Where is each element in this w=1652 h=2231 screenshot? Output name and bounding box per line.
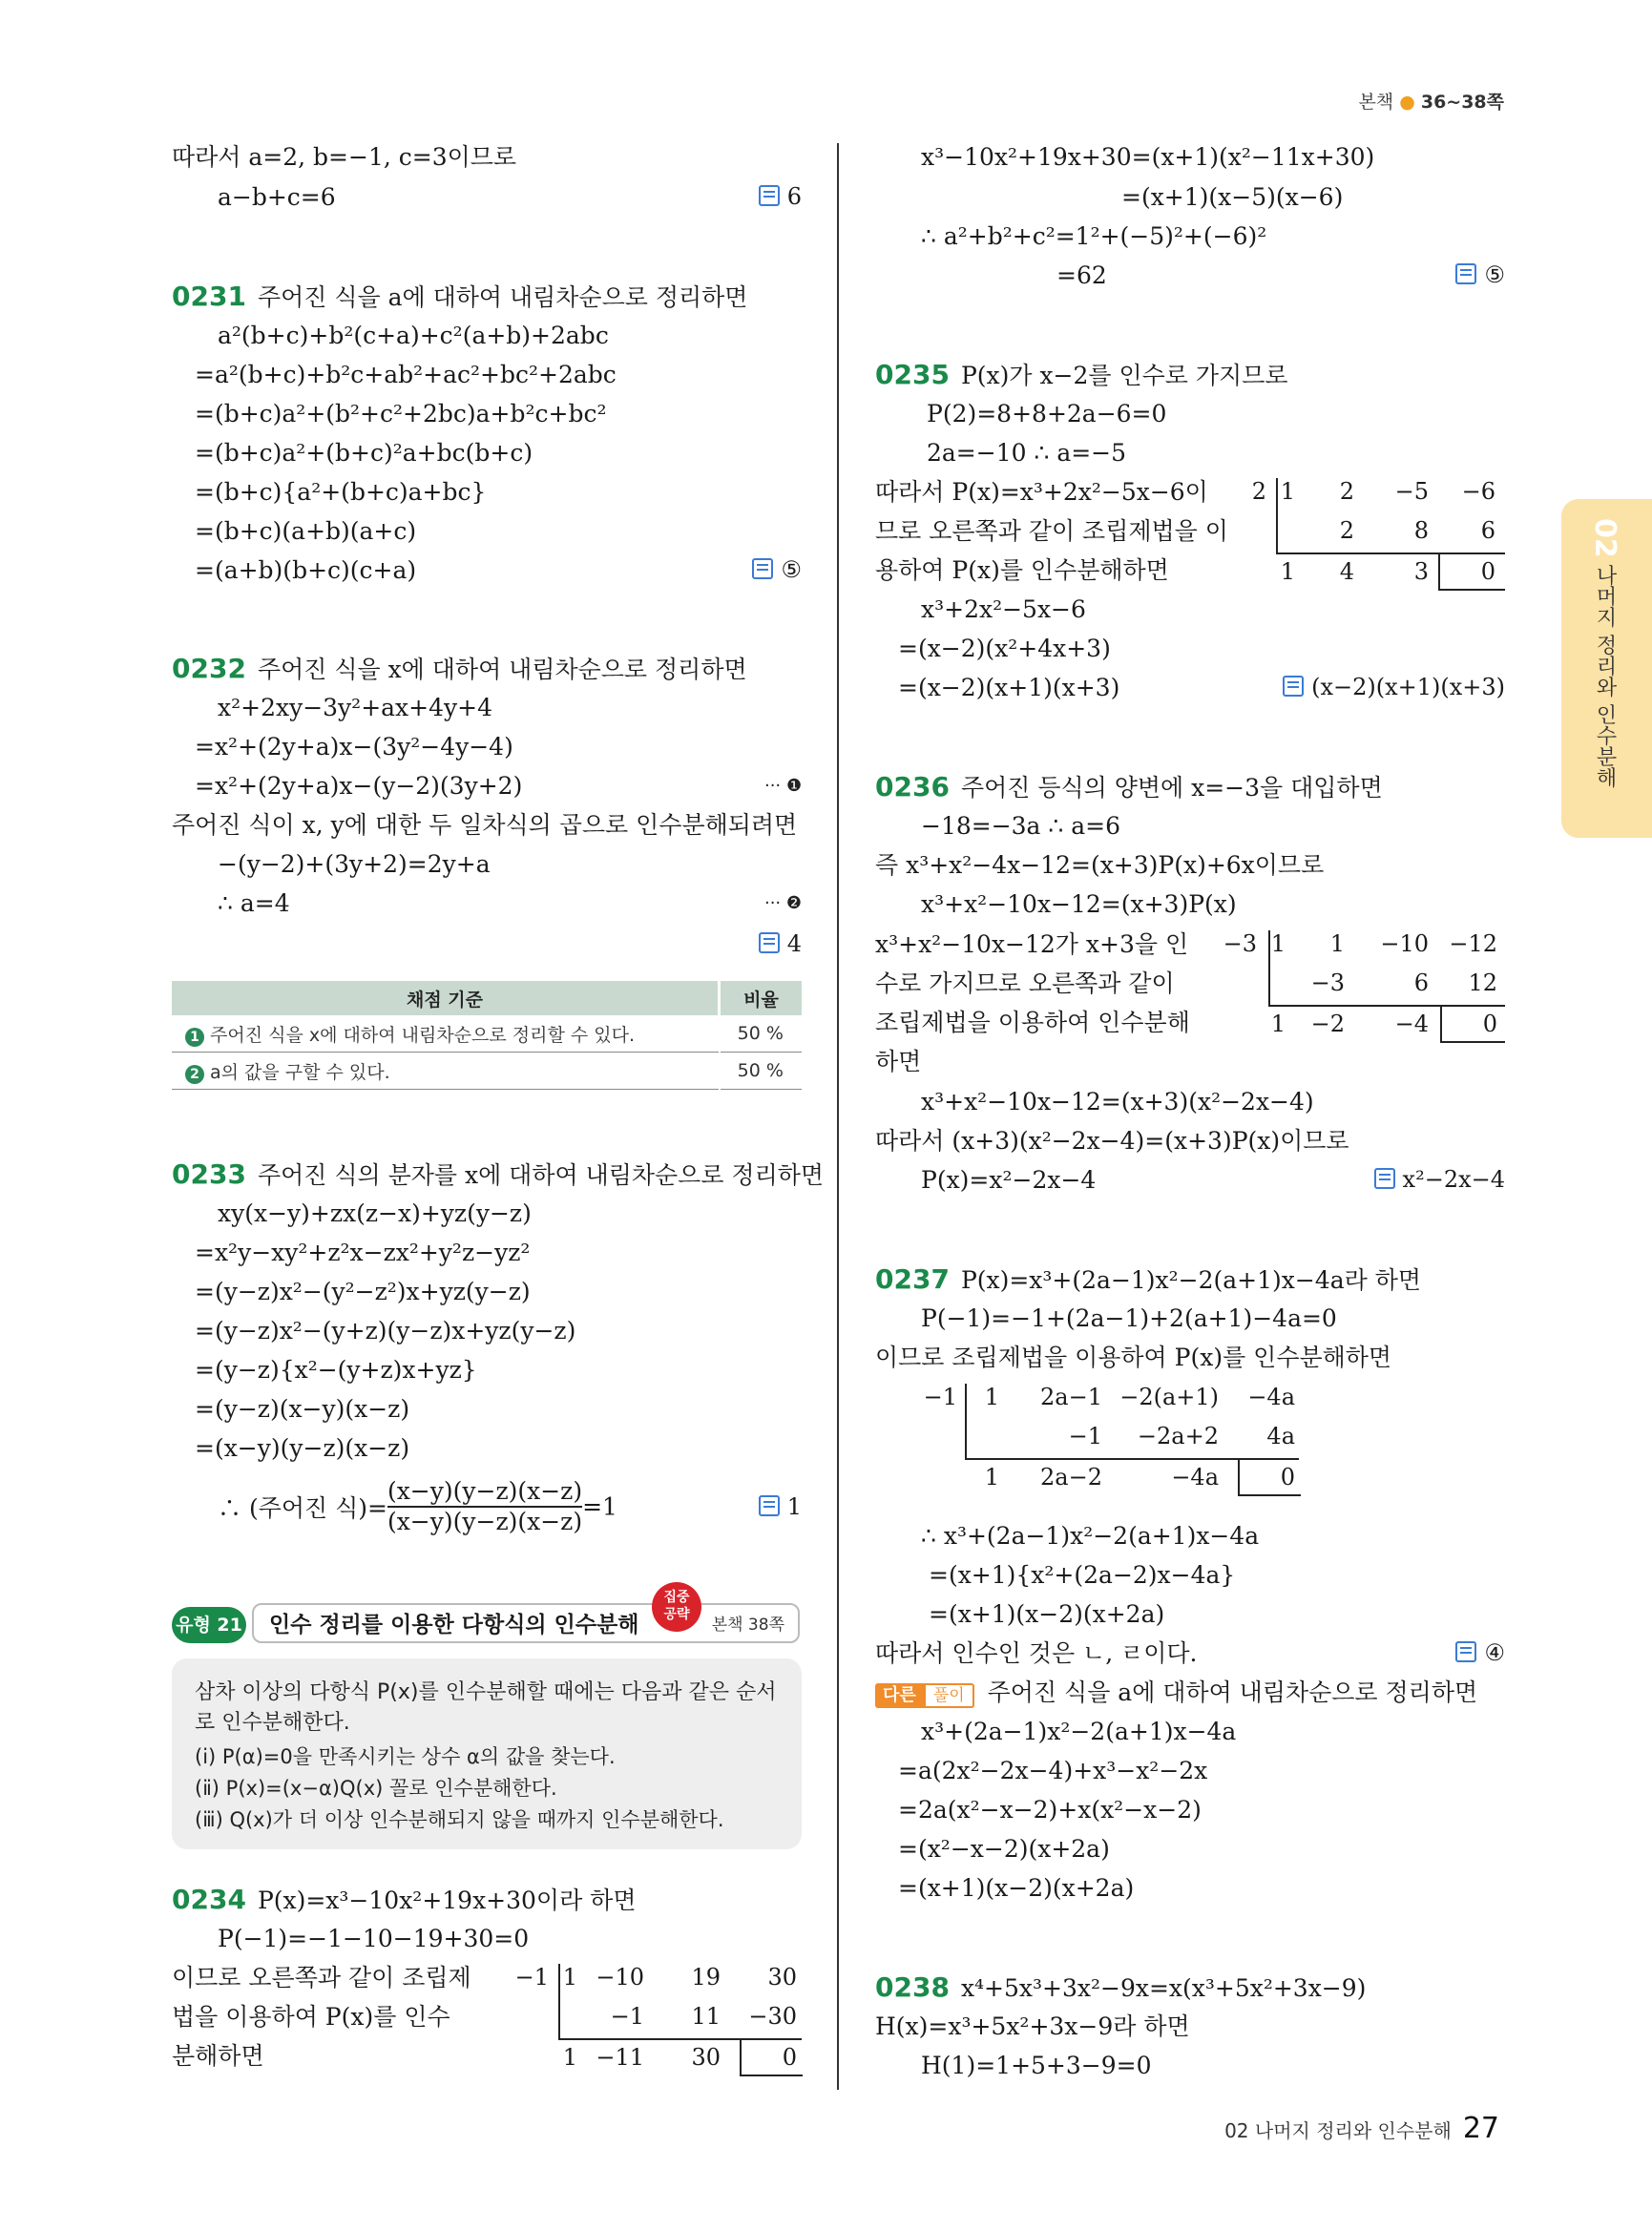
syn-cell: −2 — [1310, 1011, 1345, 1037]
syn-cell: 12 — [1468, 970, 1497, 996]
problem-0237-head: 0237 P(x)=x³+(2a−1)x²−2(a+1)x−4a라 하면 — [875, 1263, 1422, 1295]
alt-solution-tag: 풀이 — [924, 1683, 974, 1708]
syn-cell: −4a — [1171, 1464, 1219, 1491]
alt-solution-tag: 다른 — [875, 1683, 924, 1708]
problem-0233-head: 0233 주어진 식의 분자를 x에 대하여 내림차순으로 정리하면 — [172, 1158, 825, 1190]
p0231-line: =(b+c)a²+(b+c)²a+bc(b+c) — [195, 439, 533, 467]
p0235-line: 따라서 P(x)=x³+2x²−5x−6이 — [875, 478, 1208, 506]
header-book: 본책 — [1358, 92, 1394, 113]
tip-line: (ⅰ) P(α)=0을 만족시키는 상수 α의 값을 찾는다. — [195, 1745, 616, 1768]
p0235-line: =(x−2)(x+1)(x+3) — [898, 674, 1120, 701]
p0236-line: 따라서 (x+3)(x²−2x−4)=(x+3)P(x)이므로 — [875, 1127, 1349, 1155]
syn-cell: 1 — [984, 1464, 999, 1491]
p0231-line: a²(b+c)+b²(c+a)+c²(a+b)+2abc — [218, 322, 609, 349]
syn-cell: 6 — [1413, 970, 1429, 996]
synthetic-division-0236 — [1223, 925, 1505, 1044]
syn-root: −3 — [1223, 930, 1257, 957]
p0232-line: x²+2xy−3y²+ax+4y+4 — [218, 694, 492, 721]
syn-cell: −12 — [1449, 930, 1497, 957]
p0236-line: x³+x²−10x−12=(x+3)P(x) — [921, 890, 1237, 918]
chapter-side-tab[interactable] — [1561, 499, 1652, 838]
p0234-cont-line: x³−10x²+19x+30=(x+1)(x²−11x+30) — [921, 143, 1375, 171]
p0235-line: x³+2x²−5x−6 — [921, 595, 1086, 623]
p0237-line: P(−1)=−1+(2a−1)+2(a+1)−4a=0 — [921, 1304, 1337, 1332]
p0234-cont-line: ∴ a²+b²+c²=1²+(−5)²+(−6)² — [921, 222, 1267, 250]
table-row — [172, 1015, 802, 1053]
p0235-line: =(x−2)(x²+4x+3) — [898, 635, 1111, 662]
syn-cell: 1 — [562, 1964, 577, 1991]
problem-0231-head: 0231 주어진 식을 a에 대하여 내림차순으로 정리하면 — [172, 281, 748, 312]
problem-0238-head: 0238 x⁴+5x³+3x²−9x=x(x³+5x²+3x−9) — [875, 1971, 1367, 2003]
p0235-line: 므로 오른쪽과 같이 조립제법을 이 — [875, 517, 1228, 545]
p0235-answer: (x−2)(x+1)(x+3) — [1283, 668, 1505, 707]
p0237-answer: ④ — [1455, 1634, 1505, 1673]
syn-cell: 3 — [1413, 558, 1429, 585]
problem-number: 0231 — [172, 281, 246, 312]
page-header — [1358, 88, 1504, 114]
syn-cell: 2 — [1339, 517, 1354, 544]
p0237-line: =(x+1)(x−2)(x+2a) — [929, 1600, 1165, 1628]
p0236-line: x³+x²−10x−12=(x+3)(x²−2x−4) — [921, 1088, 1314, 1116]
tip-line: 로 인수분해한다. — [195, 1711, 350, 1735]
grading-header-criteria: 채점 기준 — [172, 981, 720, 1015]
p0232-line: ∴ a=4 — [218, 889, 290, 917]
p0236-answer: x²−2x−4 — [1374, 1160, 1505, 1199]
syn-cell: −1 — [1068, 1423, 1102, 1449]
p0234-cont-line: =62 — [1056, 261, 1107, 289]
fraction: $\frac{(x-y)(y-z)(x-z)}{(x-y)(y-z)(x-z)}$ — [387, 1477, 583, 1535]
grading-text: a의 값을 구할 수 있다. — [210, 1061, 390, 1083]
problem-number: 0233 — [172, 1158, 246, 1190]
footer-chapter: 02 나머지 정리와 인수분해 — [1224, 2119, 1452, 2142]
p0231-line: =(b+c){a²+(b+c)a+bc} — [195, 478, 487, 506]
p0234-line: P(−1)=−1−10−19+30=0 — [218, 1925, 530, 1952]
syn-cell: −3 — [1310, 970, 1345, 996]
p0231-line: =(b+c)a²+(b²+c²+2bc)a+b²c+bc² — [195, 400, 607, 427]
problem-0232-head: 0232 주어진 식을 x에 대하여 내림차순으로 정리하면 — [172, 653, 747, 684]
syn-cell: 4 — [1339, 558, 1354, 585]
syn-cell: −1 — [610, 2003, 644, 2030]
p0234-line: 이므로 오른쪽과 같이 조립제 — [172, 1964, 471, 1991]
p0233-line: =(y−z){x²−(y+z)x+yz} — [195, 1356, 477, 1384]
p0235-line: 용하여 P(x)를 인수분해하면 — [875, 556, 1169, 584]
p0233-line: =(x−y)(y−z)(x−z) — [195, 1434, 410, 1462]
syn-cell: −10 — [596, 1964, 644, 1991]
p0232-line: =x²+(2y+a)x−(3y²−4y−4) — [195, 733, 513, 761]
p0232-line: −(y−2)+(3y+2)=2y+a — [218, 850, 491, 878]
p0237-line: 이므로 조립제법을 이용하여 P(x)를 인수분해하면 — [875, 1344, 1392, 1371]
problem-number: 0237 — [875, 1263, 950, 1295]
syn-cell: 30 — [691, 2044, 721, 2071]
table-row — [172, 1053, 802, 1090]
syn-cell: 1 — [1280, 478, 1295, 505]
syn-root: −1 — [923, 1384, 957, 1410]
synthetic-division-0237 — [904, 1378, 1324, 1497]
p0233-line: =(y−z)x²−(y²−z²)x+yz(y−z) — [195, 1278, 531, 1305]
column-divider — [837, 143, 839, 2090]
syn-cell: 1 — [984, 1384, 999, 1410]
syn-cell: 2 — [1339, 478, 1354, 505]
p0234-answer: ⑤ — [1455, 256, 1505, 295]
syn-cell: 0 — [1280, 1464, 1295, 1491]
syn-cell: 11 — [691, 2003, 721, 2030]
p0232-step-2: ··· ❷ — [763, 893, 802, 913]
page-number: 27 — [1462, 2112, 1499, 2145]
p0236-line: x³+x²−10x−12가 x+3을 인 — [875, 930, 1189, 958]
tip-line: (ⅱ) P(x)=(x−α)Q(x) 꼴로 인수분해한다. — [195, 1777, 557, 1800]
p0237-alt-line: =(x²−x−2)(x+2a) — [898, 1835, 1110, 1863]
p0236-line: −18=−3a ∴ a=6 — [921, 812, 1121, 840]
syn-cell: −30 — [748, 2003, 797, 2030]
answer-icon — [1455, 1641, 1476, 1662]
answer-icon — [752, 558, 773, 579]
syn-cell: −5 — [1394, 478, 1429, 505]
p0235-line: 2a=−10 ∴ a=−5 — [927, 439, 1127, 467]
header-dot-icon: ● — [1399, 92, 1415, 113]
problem-0234-head: 0234 P(x)=x³−10x²+19x+30이라 하면 — [172, 1884, 637, 1915]
syn-cell: −2a+2 — [1137, 1423, 1219, 1449]
tip-line: (ⅲ) Q(x)가 더 이상 인수분해되지 않을 때까지 인수분해한다. — [195, 1808, 724, 1831]
p0237-line: =(x+1){x²+(2a−2)x−4a} — [929, 1561, 1236, 1589]
page-footer — [1224, 2112, 1499, 2145]
synthetic-division-0235 — [1238, 472, 1505, 592]
p0233-final: ∴ (주어진 식)= $\frac{(x-y)(y-z)(x-z)}{(x-y)(y-z)(x-z)}$ =1 — [218, 1477, 617, 1535]
syn-cell: −10 — [1380, 930, 1429, 957]
p0233-line: =x²y−xy²+z²x−zx²+y²z−yz² — [195, 1239, 531, 1266]
header-pages: 36~38쪽 — [1420, 92, 1504, 113]
p0234-line: 분해하면 — [172, 2042, 264, 2070]
answer-icon — [759, 1495, 780, 1516]
syn-cell: 8 — [1413, 517, 1429, 544]
p0237-alt-line: =(x+1)(x−2)(x+2a) — [898, 1874, 1135, 1902]
syn-cell: 2a−2 — [1040, 1464, 1102, 1491]
grading-pct: 50 % — [720, 1053, 803, 1090]
p0233-line: =(y−z)x²−(y+z)(y−z)x+yz(y−z) — [195, 1317, 576, 1345]
intro-line-2: a−b+c=6 — [218, 183, 336, 211]
p0232-line: 주어진 식이 x, y에 대한 두 일차식의 곱으로 인수분해되려면 — [172, 811, 798, 839]
p0238-line: H(x)=x³+5x²+3x−9라 하면 — [875, 2012, 1190, 2040]
answer-icon — [1455, 263, 1476, 284]
syn-cell: 4a — [1266, 1423, 1295, 1449]
type-21-header — [172, 1590, 802, 1647]
grading-header-ratio: 비율 — [720, 981, 803, 1015]
chapter-number: 02 — [1588, 518, 1621, 558]
problem-number: 0234 — [172, 1884, 246, 1915]
p0237-alt-line: =a(2x²−2x−4)+x³−x²−2x — [898, 1757, 1208, 1784]
type-badge: 유형 21 — [172, 1607, 246, 1643]
problem-number: 0238 — [875, 1971, 950, 2003]
syn-cell: 1 — [1270, 1011, 1286, 1037]
syn-cell: 6 — [1480, 517, 1495, 544]
p0238-line: H(1)=1+5+3−9=0 — [921, 2052, 1152, 2079]
syn-cell: 2a−1 — [1040, 1384, 1102, 1410]
syn-cell: −4a — [1247, 1384, 1295, 1410]
syn-cell: 0 — [1482, 1011, 1497, 1037]
p0232-step-1: ··· ❶ — [763, 776, 802, 796]
step-2-icon: 2 — [185, 1065, 204, 1084]
syn-cell: 1 — [1270, 930, 1286, 957]
syn-cell: 1 — [1280, 558, 1295, 585]
syn-cell: −11 — [596, 2044, 644, 2071]
syn-cell: 0 — [1480, 558, 1495, 585]
p0232-answer: 4 — [759, 925, 802, 964]
type-title: 인수 정리를 이용한 다항식의 인수분해 본책 38쪽 — [252, 1603, 800, 1643]
intro-answer: 6 — [759, 177, 802, 217]
answer-icon — [759, 932, 780, 953]
problem-number: 0236 — [875, 771, 950, 803]
p0233-line: xy(x−y)+zx(z−x)+yz(y−z) — [218, 1199, 532, 1227]
p0234-cont-line: =(x+1)(x−5)(x−6) — [1121, 183, 1344, 211]
syn-cell: 30 — [767, 1964, 797, 1991]
p0235-line: P(2)=8+8+2a−6=0 — [927, 400, 1167, 427]
answer-icon — [1374, 1168, 1395, 1189]
p0231-line: =(b+c)(a+b)(a+c) — [195, 517, 417, 545]
p0237-alt-line: =2a(x²−x−2)+x(x²−x−2) — [898, 1796, 1202, 1824]
p0237-alt-line: x³+(2a−1)x²−2(a+1)x−4a — [921, 1718, 1237, 1745]
answer-icon — [1283, 676, 1304, 697]
syn-root: −1 — [514, 1964, 549, 1991]
p0231-line: =a²(b+c)+b²c+ab²+ac²+bc²+2abc — [195, 361, 617, 388]
intro-line-1: 따라서 a=2, b=−1, c=3이므로 — [172, 143, 517, 171]
p0236-line: 수로 가지므로 오른쪽과 같이 — [875, 970, 1175, 997]
step-1-icon: 1 — [185, 1028, 204, 1047]
syn-cell: −6 — [1461, 478, 1495, 505]
p0234-line: 법을 이용하여 P(x)를 인수 — [172, 2003, 450, 2031]
grading-text: 주어진 식을 x에 대하여 내림차순으로 정리할 수 있다. — [210, 1024, 635, 1046]
p0236-line: P(x)=x²−2x−4 — [921, 1166, 1097, 1194]
syn-cell: −4 — [1394, 1011, 1429, 1037]
synthetic-division-0234 — [501, 1958, 802, 2077]
chapter-title: 나머지 정리와 인수분해 — [1593, 564, 1617, 788]
p0237-line: ∴ x³+(2a−1)x²−2(a+1)x−4a — [921, 1522, 1260, 1550]
problem-0236-head: 0236 주어진 등식의 양변에 x=−3을 대입하면 — [875, 771, 1383, 803]
problem-number: 0235 — [875, 359, 950, 390]
syn-root: 2 — [1251, 478, 1266, 505]
problem-0235-head: 0235 P(x)가 x−2를 인수로 가지므로 — [875, 359, 1288, 390]
syn-cell: 1 — [562, 2044, 577, 2071]
p0231-answer: ⑤ — [752, 551, 802, 590]
p0231-line: =(a+b)(b+c)(c+a) — [195, 556, 417, 584]
grading-pct: 50 % — [720, 1015, 803, 1053]
type-reference: 본책 38쪽 — [711, 1616, 784, 1635]
p0236-line: 즉 x³+x²−4x−12=(x+3)P(x)+6x이므로 — [875, 851, 1325, 879]
type-21-tip-box — [172, 1658, 802, 1849]
p0233-answer: 1 — [759, 1488, 802, 1527]
p0237-alt-head: 다른 풀이 주어진 식을 a에 대하여 내림차순으로 정리하면 — [875, 1673, 1477, 1712]
p0236-line: 조립제법을 이용하여 인수분해 — [875, 1009, 1190, 1036]
grading-table — [172, 981, 802, 1090]
p0237-line: 따라서 인수인 것은 ㄴ, ㄹ이다. — [875, 1639, 1198, 1667]
syn-cell: 1 — [1329, 930, 1345, 957]
p0233-line: =(y−z)(x−y)(x−z) — [195, 1395, 410, 1423]
tip-line: 삼차 이상의 다항식 P(x)를 인수분해할 때에는 다음과 같은 순서 — [195, 1680, 777, 1704]
problem-number: 0232 — [172, 653, 246, 684]
syn-cell: −2(a+1) — [1119, 1384, 1219, 1410]
answer-icon — [759, 185, 780, 206]
focus-badge: 집중 공략 — [652, 1582, 701, 1632]
p0232-line: =x²+(2y+a)x−(y−2)(3y+2) — [195, 772, 523, 800]
p0236-line: 하면 — [875, 1048, 922, 1075]
syn-cell: 19 — [691, 1964, 721, 1991]
syn-cell: 0 — [782, 2044, 797, 2071]
